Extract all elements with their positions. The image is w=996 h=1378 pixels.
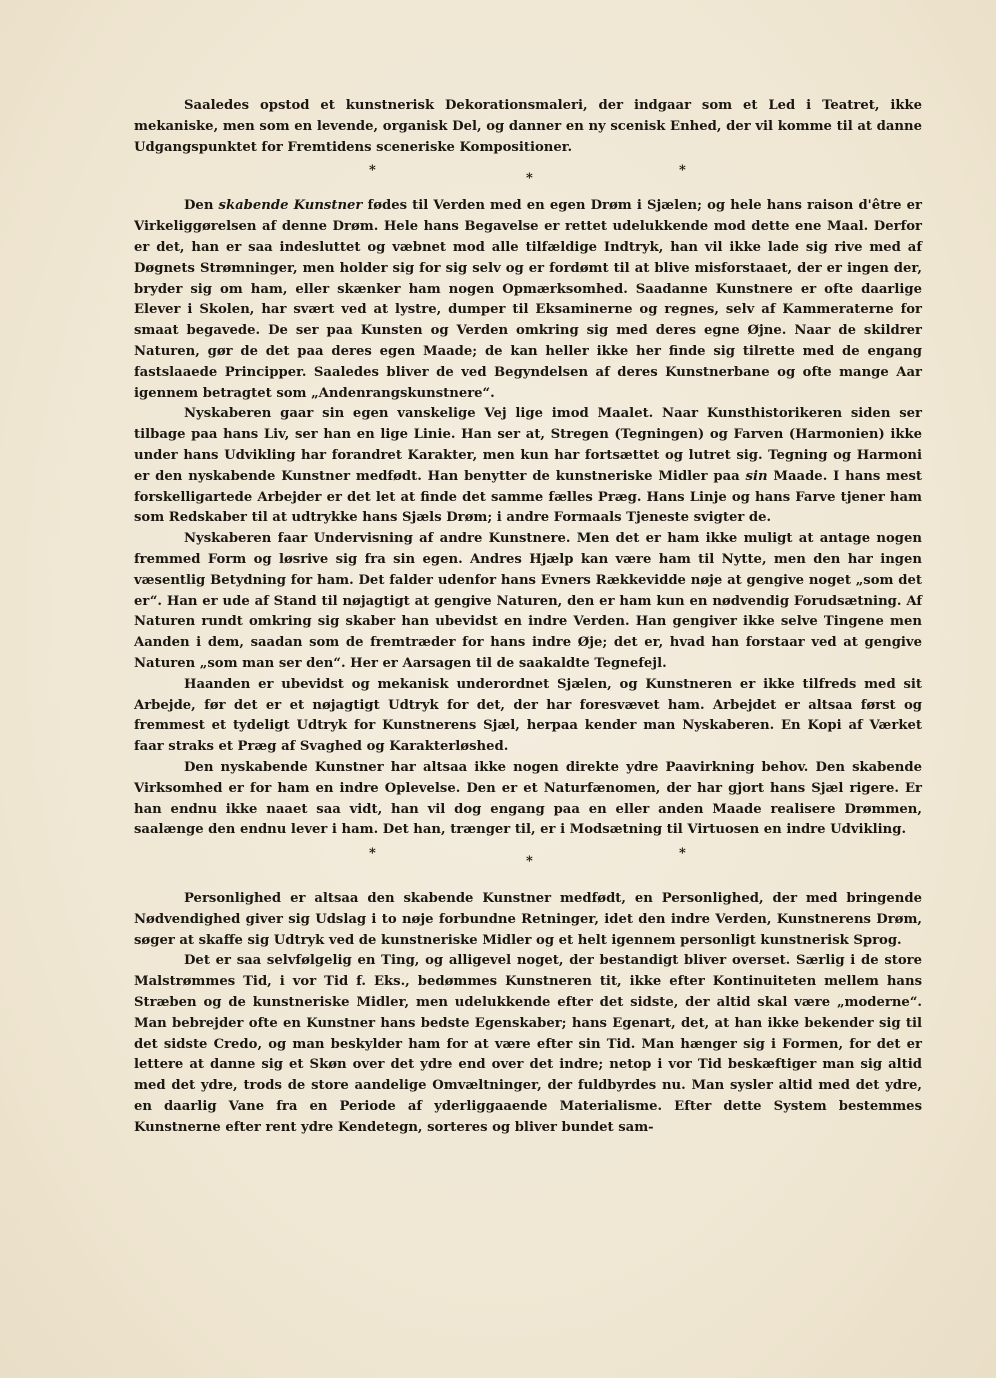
paragraph: Personlighed er altsaa den skabende Kunstner medfødt, en Personlighed, der med bringende Nødvendighed giver sig Udslag i to nøje forbundne Retninger, idet den indre Verden, Kunstnerens Drøm, søger at skaffe sig Udtryk ved de kunstneriske Midler og et helt igennem personligt kunstnerisk Sprog. [134,891,922,948]
emphasis-text: skabende Kunstner [218,198,363,214]
spacer [134,879,922,889]
section-separator [134,841,922,879]
paragraph-rest: fødes til Verden med en egen Drøm i Sjælen; og hele hans raison d'être er Virkeliggørelsen af denne Drøm. Hele hans Begavelse er rettet udelukkende mod dette ene Maal. Derfor er det, han er saa indesluttet og væbnet mod alle tilfældige Indtryk, han vil ikke lade sig rive med af Døgnets Strømninger, men holder sig for sig selv og er fordømt til at blive misforstaaet, der er ingen der, bryder sig om ham, eller skænker ham nogen Opmærksomhed. Saadanne Kunstnere er ofte daarlige Elever i Skolen, har svært ved at lystre, dumper til Eksaminerne og regnes, selv af Kammeraterne for smaat begavede. De ser paa Kunsten og Verden omkring sig med deres egne Øjne. Naar de skildrer Naturen, gør de det paa deres egen Maade; de kan heller ikke her finde sig tilrette med de engang fastslaaede Principper. Saaledes bliver de ved Begyndelsen af deres Kunstnerbane og ofte mange Aar igennem betragtet som „Andenrangskunstnere“. [134,198,922,401]
emphasis-text: sin [745,468,768,484]
paragraph: Nyskaberen faar Undervisning af andre Kunstnere. Men det er ham ikke muligt at antage nogen fremmed Form og løsrive sig fra sin egen. Andres Hjælp kan være ham til Nytte, men den har ingen væsentlig Betydning for ham. Det falder udenfor hans Evners Rækkevidde nøje at gengive noget „som det er“. Han er ude af Stand til nøjagtigt at gengive Naturen, den er ham kun en nødvendig Forudsætning. Af Naturen rundt omkring sig skaber han ubevidst en indre Verden. Han gengiver ikke selve Tingene men Aanden i dem, saadan som de fremtræder for hans indre Øje; det er, hvad han forstaar ved at gengive Naturen „som man ser den“. Her er Aarsagen til de saakaldte Tegnefejl. [134,531,922,671]
separator-star: * [679,846,686,862]
separator-star: * [369,163,376,179]
paragraph: Haanden er ubevidst og mekanisk underordnet Sjælen, og Kunstneren er ikke tilfreds med sit Arbejde, før det er et nøjagtigt Udtryk for det, der har foresvævet ham. Arbejdet er altsaa først og fremmest et tydeligt Udtryk for Kunstnerens Sjæl, herpaa kender man Nyskaberen. En Kopi af Værket faar straks et Præg af Svaghed og Karakterløshed. [134,676,922,755]
paragraph-rest: Maade. I hans mest forskelligartede Arbejder er det let at finde det samme fælles Præg. Hans Linje og hans Farve tjener ham som Redskaber til at udtrykke hans Sjæls Drøm; i andre Formaals Tjeneste svigter de. [134,468,922,526]
section-separator [134,158,922,196]
text-body [134,96,922,1139]
paragraph-lead: Den [184,198,219,214]
separator-star: * [679,163,686,179]
separator-star: * [369,846,376,862]
paragraph [134,196,922,404]
paragraph: Den nyskabende Kunstner har altsaa ikke nogen direkte ydre Paavirkning behov. Den skabende Virksomhed er for ham en indre Oplevelse. Den er et Naturfænomen, der har gjort hans Sjæl rigere. Er han endnu ikke naaet saa vidt, han vil dog engang paa en eller anden Maade realisere Drømmen, saalænge den endnu lever i ham. Det han, trænger til, er i Modsætning til Virtuosen en indre Udvikling. [134,759,922,838]
paragraph [134,404,922,529]
separator-star: * [526,854,533,870]
paragraph: Saaledes opstod et kunstnerisk Dekorationsmaleri, der indgaar som et Led i Teatret, ikke mekaniske, men som en levende, organisk Del, og danner en ny scenisk Enhed, der vil komme til at danne Udgangspunktet for Fremtidens sceneriske Kompositioner. [134,98,922,155]
paragraph-lead: Nyskaberen gaar sin egen vanskelige Vej lige imod Maalet. Naar Kunsthistorikeren siden ser tilbage paa hans Liv, ser han en lige Linie. Han ser at, Stregen (Tegningen) og Farven (Harmonien) ikke under hans Udvikling har forandret Karakter, men kun har fortsættet og lutret sig. Tegning og Harmoni er den nyskabende Kunstner medfødt. Han benytter de kunstneriske Midler paa [134,406,922,484]
separator-star: * [526,171,533,187]
paragraph: Det er saa selvfølgelig en Ting, og alligevel noget, der bestandigt bliver overset. Særlig i de store Malstrømmes Tid, i vor Tid f. Eks., bedømmes Kunstneren tit, ikke efter Kontinuiteten mellem hans Stræben og de kunstneriske Midler, men udelukkende efter det sidste, der altid skal være „moderne“. Man bebrejder ofte en Kunstner hans bedste Egenskaber; hans Egenart, det, at han ikke bekender sig til det sidste Credo, og man beskylder ham for at være efter sin Tid. Man hænger sig i Formen, for det er lettere at danne sig et Skøn over det ydre end over det indre; netop i vor Tid beskæftiger man sig altid med det ydre, trods de store aandelige Omvæltninger, der fuldbyrdes nu. Man sysler altid med det ydre, en daarlig Vane fra en Periode af yderliggaaende Materialisme. Efter dette System bestemmes Kunstnerne efter rent ydre Kendetegn, sorteres og bliver bundet sam- [134,953,922,1135]
